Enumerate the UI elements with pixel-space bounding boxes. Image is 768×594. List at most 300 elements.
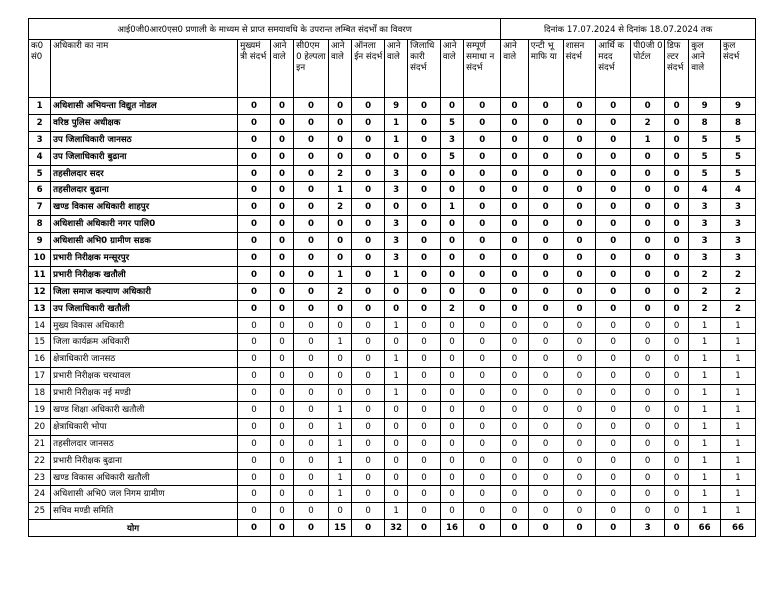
count-cell: 0 <box>384 402 407 419</box>
count-cell: 1 <box>720 351 755 368</box>
count-cell: 0 <box>384 469 407 486</box>
count-cell: 0 <box>352 283 385 300</box>
count-cell: 0 <box>501 368 528 385</box>
count-cell: 0 <box>238 182 271 199</box>
count-cell: 0 <box>528 317 563 334</box>
count-cell: 3 <box>720 250 755 267</box>
count-cell: 0 <box>528 300 563 317</box>
table-row <box>29 199 756 216</box>
count-cell: 0 <box>596 98 631 115</box>
count-cell: 0 <box>352 385 385 402</box>
count-cell: 0 <box>464 250 501 267</box>
count-cell: 0 <box>664 182 688 199</box>
table-row <box>29 368 756 385</box>
officer-name: क्षेत्राधिकारी भोपा <box>51 418 238 435</box>
table-row <box>29 469 756 486</box>
count-cell: 0 <box>238 385 271 402</box>
count-cell: 0 <box>664 300 688 317</box>
serial-number: 12 <box>29 283 51 300</box>
count-cell: 0 <box>563 199 596 216</box>
count-cell: 0 <box>596 503 631 520</box>
count-cell: 0 <box>408 165 441 182</box>
count-cell: 0 <box>440 317 463 334</box>
count-cell: 0 <box>270 233 293 250</box>
count-cell: 0 <box>440 452 463 469</box>
officer-name: अधिशासी अभि0 ग्रामीण सडक <box>51 233 238 250</box>
count-cell: 0 <box>563 368 596 385</box>
count-cell: 0 <box>352 131 385 148</box>
count-cell: 0 <box>440 418 463 435</box>
count-cell: 0 <box>328 503 351 520</box>
count-cell: 0 <box>294 418 329 435</box>
table-row <box>29 351 756 368</box>
table-row <box>29 300 756 317</box>
count-cell: 0 <box>664 317 688 334</box>
count-cell: 0 <box>408 266 441 283</box>
count-cell: 0 <box>631 165 665 182</box>
count-cell: 0 <box>596 131 631 148</box>
count-cell: 1 <box>328 469 351 486</box>
count-cell: 1 <box>720 452 755 469</box>
count-cell: 0 <box>528 131 563 148</box>
count-cell: 0 <box>596 148 631 165</box>
count-cell: 0 <box>238 165 271 182</box>
column-header: आर्थि क मदद संदर्भ <box>596 40 631 98</box>
column-header: आने वाले <box>501 40 528 98</box>
count-cell: 0 <box>528 452 563 469</box>
count-cell: 0 <box>631 182 665 199</box>
count-cell: 0 <box>501 300 528 317</box>
column-header-row <box>29 40 756 98</box>
count-cell: 0 <box>596 334 631 351</box>
count-cell: 0 <box>352 114 385 131</box>
count-cell: 0 <box>563 98 596 115</box>
serial-number: 3 <box>29 131 51 148</box>
count-cell: 0 <box>596 435 631 452</box>
count-cell: 0 <box>631 435 665 452</box>
count-cell: 0 <box>352 182 385 199</box>
count-cell: 5 <box>720 165 755 182</box>
count-cell: 0 <box>238 368 271 385</box>
count-cell: 0 <box>528 165 563 182</box>
count-cell: 1 <box>384 385 407 402</box>
table-row <box>29 114 756 131</box>
count-cell: 0 <box>501 199 528 216</box>
serial-number: 20 <box>29 418 51 435</box>
officer-name: सचिव मण्डी समिति <box>51 503 238 520</box>
count-cell: 1 <box>384 368 407 385</box>
count-cell: 0 <box>440 486 463 503</box>
count-cell: 1 <box>689 334 721 351</box>
count-cell: 0 <box>563 469 596 486</box>
count-cell: 0 <box>238 402 271 419</box>
count-cell: 0 <box>440 165 463 182</box>
count-cell: 0 <box>501 98 528 115</box>
count-cell: 0 <box>631 98 665 115</box>
count-cell: 0 <box>328 250 351 267</box>
count-cell: 3 <box>689 199 721 216</box>
count-cell: 0 <box>528 368 563 385</box>
count-cell: 0 <box>238 233 271 250</box>
count-cell: 0 <box>464 148 501 165</box>
count-cell: 0 <box>631 250 665 267</box>
count-cell: 0 <box>294 317 329 334</box>
count-cell: 0 <box>384 199 407 216</box>
count-cell: 0 <box>238 266 271 283</box>
count-cell: 0 <box>596 300 631 317</box>
count-cell: 0 <box>238 486 271 503</box>
officer-name: वरिष्ठ पुलिस अधीक्षक <box>51 114 238 131</box>
total-cell: 0 <box>501 520 528 537</box>
count-cell: 0 <box>664 266 688 283</box>
count-cell: 0 <box>596 165 631 182</box>
count-cell: 0 <box>352 317 385 334</box>
count-cell: 1 <box>720 418 755 435</box>
count-cell: 0 <box>408 283 441 300</box>
count-cell: 3 <box>440 131 463 148</box>
count-cell: 0 <box>563 114 596 131</box>
total-cell: 0 <box>528 520 563 537</box>
count-cell: 0 <box>664 452 688 469</box>
count-cell: 0 <box>440 283 463 300</box>
count-cell: 0 <box>563 148 596 165</box>
count-cell: 0 <box>352 503 385 520</box>
count-cell: 0 <box>238 148 271 165</box>
count-cell: 1 <box>689 486 721 503</box>
count-cell: 0 <box>664 233 688 250</box>
serial-number: 24 <box>29 486 51 503</box>
count-cell: 8 <box>720 114 755 131</box>
count-cell: 0 <box>408 148 441 165</box>
column-header: आने वाले <box>384 40 407 98</box>
column-header: पी0जी 0 पोर्टल <box>631 40 665 98</box>
count-cell: 0 <box>596 385 631 402</box>
table-row <box>29 317 756 334</box>
count-cell: 9 <box>384 98 407 115</box>
count-cell: 0 <box>501 233 528 250</box>
count-cell: 0 <box>631 368 665 385</box>
column-header: आने वाले <box>328 40 351 98</box>
count-cell: 0 <box>270 300 293 317</box>
count-cell: 0 <box>352 98 385 115</box>
count-cell: 1 <box>689 317 721 334</box>
count-cell: 1 <box>328 266 351 283</box>
count-cell: 0 <box>631 283 665 300</box>
total-cell: 32 <box>384 520 407 537</box>
count-cell: 0 <box>664 503 688 520</box>
table-row <box>29 266 756 283</box>
count-cell: 0 <box>631 402 665 419</box>
count-cell: 0 <box>352 351 385 368</box>
count-cell: 0 <box>563 165 596 182</box>
count-cell: 0 <box>294 368 329 385</box>
table-row <box>29 233 756 250</box>
count-cell: 0 <box>464 283 501 300</box>
officer-name: अधिशासी अभि0 जल निगम ग्रामीण <box>51 486 238 503</box>
count-cell: 0 <box>440 435 463 452</box>
count-cell: 0 <box>596 351 631 368</box>
officer-name: मुख्य विकास अधिकारी <box>51 317 238 334</box>
table-row <box>29 452 756 469</box>
count-cell: 0 <box>464 216 501 233</box>
count-cell: 0 <box>440 250 463 267</box>
count-cell: 0 <box>352 469 385 486</box>
table-row <box>29 216 756 233</box>
count-cell: 0 <box>528 351 563 368</box>
column-header: अधिकारी का नाम <box>51 40 238 98</box>
count-cell: 0 <box>294 351 329 368</box>
count-cell: 4 <box>689 182 721 199</box>
total-cell: 66 <box>720 520 755 537</box>
count-cell: 0 <box>294 98 329 115</box>
count-cell: 0 <box>596 182 631 199</box>
count-cell: 0 <box>501 418 528 435</box>
count-cell: 0 <box>596 266 631 283</box>
count-cell: 1 <box>689 452 721 469</box>
count-cell: 0 <box>328 233 351 250</box>
count-cell: 0 <box>464 435 501 452</box>
total-cell: 0 <box>563 520 596 537</box>
count-cell: 0 <box>464 199 501 216</box>
officer-name: प्रभारी निरीक्षक मन्सूरपुर <box>51 250 238 267</box>
column-header: जिलाधि कारी संदर्भ <box>408 40 441 98</box>
table-row <box>29 334 756 351</box>
count-cell: 1 <box>328 452 351 469</box>
count-cell: 0 <box>270 131 293 148</box>
count-cell: 0 <box>464 131 501 148</box>
count-cell: 3 <box>384 182 407 199</box>
count-cell: 0 <box>352 452 385 469</box>
count-cell: 0 <box>384 148 407 165</box>
count-cell: 1 <box>689 402 721 419</box>
count-cell: 0 <box>664 250 688 267</box>
count-cell: 0 <box>294 131 329 148</box>
count-cell: 5 <box>689 148 721 165</box>
count-cell: 0 <box>238 503 271 520</box>
count-cell: 4 <box>720 182 755 199</box>
count-cell: 0 <box>328 385 351 402</box>
count-cell: 0 <box>464 503 501 520</box>
count-cell: 0 <box>294 165 329 182</box>
count-cell: 0 <box>328 351 351 368</box>
count-cell: 0 <box>528 469 563 486</box>
count-cell: 0 <box>528 402 563 419</box>
count-cell: 0 <box>440 216 463 233</box>
serial-number: 8 <box>29 216 51 233</box>
count-cell: 3 <box>384 233 407 250</box>
count-cell: 0 <box>501 266 528 283</box>
count-cell: 2 <box>328 283 351 300</box>
count-cell: 0 <box>464 486 501 503</box>
report-sheet <box>28 18 756 537</box>
count-cell: 0 <box>596 418 631 435</box>
count-cell: 0 <box>563 486 596 503</box>
officer-name: जिला समाज कल्याण अधिकारी <box>51 283 238 300</box>
count-cell: 0 <box>664 368 688 385</box>
count-cell: 0 <box>563 351 596 368</box>
count-cell: 0 <box>270 283 293 300</box>
count-cell: 0 <box>328 98 351 115</box>
count-cell: 3 <box>384 165 407 182</box>
officer-name: प्रभारी निरीक्षक बुढाना <box>51 452 238 469</box>
count-cell: 0 <box>352 300 385 317</box>
count-cell: 0 <box>528 148 563 165</box>
count-cell: 1 <box>328 334 351 351</box>
count-cell: 0 <box>563 503 596 520</box>
serial-number: 18 <box>29 385 51 402</box>
count-cell: 0 <box>596 199 631 216</box>
count-cell: 0 <box>464 334 501 351</box>
count-cell: 0 <box>596 486 631 503</box>
count-cell: 0 <box>664 165 688 182</box>
column-header: कुल संदर्भ <box>720 40 755 98</box>
count-cell: 0 <box>294 486 329 503</box>
count-cell: 1 <box>328 486 351 503</box>
count-cell: 0 <box>664 148 688 165</box>
officer-name: खण्ड विकास अधिकारी खतौली <box>51 469 238 486</box>
column-header: क0 सं0 <box>29 40 51 98</box>
count-cell: 0 <box>352 250 385 267</box>
count-cell: 0 <box>270 148 293 165</box>
count-cell: 0 <box>464 266 501 283</box>
count-cell: 0 <box>501 131 528 148</box>
count-cell: 2 <box>720 283 755 300</box>
count-cell: 0 <box>294 503 329 520</box>
officer-name: अधिशासी अभियन्ता विद्युत नोडल <box>51 98 238 115</box>
count-cell: 0 <box>352 266 385 283</box>
count-cell: 0 <box>631 216 665 233</box>
count-cell: 2 <box>631 114 665 131</box>
count-cell: 0 <box>631 233 665 250</box>
count-cell: 0 <box>596 317 631 334</box>
total-cell: 0 <box>408 520 441 537</box>
column-header: आने वाले <box>270 40 293 98</box>
count-cell: 3 <box>689 216 721 233</box>
total-cell: 16 <box>440 520 463 537</box>
count-cell: 0 <box>528 250 563 267</box>
total-cell: 0 <box>664 520 688 537</box>
count-cell: 0 <box>294 385 329 402</box>
count-cell: 0 <box>270 317 293 334</box>
table-row <box>29 182 756 199</box>
count-cell: 0 <box>238 114 271 131</box>
count-cell: 1 <box>631 131 665 148</box>
count-cell: 3 <box>384 250 407 267</box>
count-cell: 0 <box>464 469 501 486</box>
count-cell: 0 <box>464 233 501 250</box>
report-title: आई0जी0आर0एस0 प्रणाली के माध्यम से प्राप्त समयावधि के उपरान्त लम्बित संदर्भों का विवरण <box>29 19 501 40</box>
count-cell: 0 <box>631 486 665 503</box>
count-cell: 0 <box>440 233 463 250</box>
count-cell: 0 <box>294 283 329 300</box>
count-cell: 0 <box>631 266 665 283</box>
count-cell: 0 <box>440 503 463 520</box>
count-cell: 0 <box>294 114 329 131</box>
count-cell: 0 <box>631 418 665 435</box>
table-row <box>29 283 756 300</box>
count-cell: 0 <box>664 469 688 486</box>
count-cell: 0 <box>528 114 563 131</box>
count-cell: 0 <box>501 334 528 351</box>
count-cell: 1 <box>328 435 351 452</box>
count-cell: 0 <box>440 266 463 283</box>
count-cell: 0 <box>563 317 596 334</box>
count-cell: 0 <box>328 114 351 131</box>
count-cell: 2 <box>328 165 351 182</box>
count-cell: 5 <box>440 148 463 165</box>
count-cell: 1 <box>720 486 755 503</box>
count-cell: 9 <box>720 98 755 115</box>
total-cell: 0 <box>352 520 385 537</box>
count-cell: 0 <box>596 250 631 267</box>
count-cell: 0 <box>294 402 329 419</box>
column-header: शासन संदर्भ <box>563 40 596 98</box>
count-cell: 0 <box>563 250 596 267</box>
count-cell: 0 <box>664 216 688 233</box>
officer-name: प्रभारी निरीक्षक नई मण्डी <box>51 385 238 402</box>
count-cell: 0 <box>501 452 528 469</box>
officer-name: अधिशासी अधिकारी नगर पालि0 <box>51 216 238 233</box>
count-cell: 0 <box>664 418 688 435</box>
count-cell: 0 <box>464 385 501 402</box>
total-cell: 3 <box>631 520 665 537</box>
count-cell: 0 <box>238 334 271 351</box>
count-cell: 1 <box>328 182 351 199</box>
count-cell: 0 <box>563 233 596 250</box>
count-cell: 0 <box>563 402 596 419</box>
count-cell: 0 <box>631 334 665 351</box>
count-cell: 0 <box>596 233 631 250</box>
table-row <box>29 148 756 165</box>
count-cell: 0 <box>352 216 385 233</box>
count-cell: 5 <box>440 114 463 131</box>
count-cell: 0 <box>408 114 441 131</box>
count-cell: 0 <box>328 317 351 334</box>
column-header: सम्पूर्ण समाधा न संदर्भ <box>464 40 501 98</box>
count-cell: 0 <box>528 266 563 283</box>
count-cell: 0 <box>270 250 293 267</box>
count-cell: 0 <box>270 418 293 435</box>
count-cell: 0 <box>384 486 407 503</box>
count-cell: 0 <box>352 148 385 165</box>
count-cell: 0 <box>238 250 271 267</box>
count-cell: 0 <box>352 334 385 351</box>
count-cell: 0 <box>294 182 329 199</box>
serial-number: 17 <box>29 368 51 385</box>
count-cell: 0 <box>631 385 665 402</box>
count-cell: 0 <box>528 334 563 351</box>
count-cell: 9 <box>689 98 721 115</box>
count-cell: 0 <box>352 486 385 503</box>
officer-name: तहसीलदार बुढाना <box>51 182 238 199</box>
count-cell: 0 <box>270 351 293 368</box>
count-cell: 1 <box>440 199 463 216</box>
count-cell: 0 <box>440 368 463 385</box>
column-header: आने वाले <box>440 40 463 98</box>
count-cell: 0 <box>270 182 293 199</box>
count-cell: 0 <box>464 165 501 182</box>
pending-references-table <box>28 18 756 537</box>
count-cell: 1 <box>720 402 755 419</box>
count-cell: 0 <box>408 402 441 419</box>
count-cell: 1 <box>720 385 755 402</box>
count-cell: 0 <box>352 368 385 385</box>
count-cell: 0 <box>528 385 563 402</box>
count-cell: 0 <box>294 216 329 233</box>
table-row <box>29 250 756 267</box>
count-cell: 2 <box>328 199 351 216</box>
count-cell: 2 <box>689 266 721 283</box>
